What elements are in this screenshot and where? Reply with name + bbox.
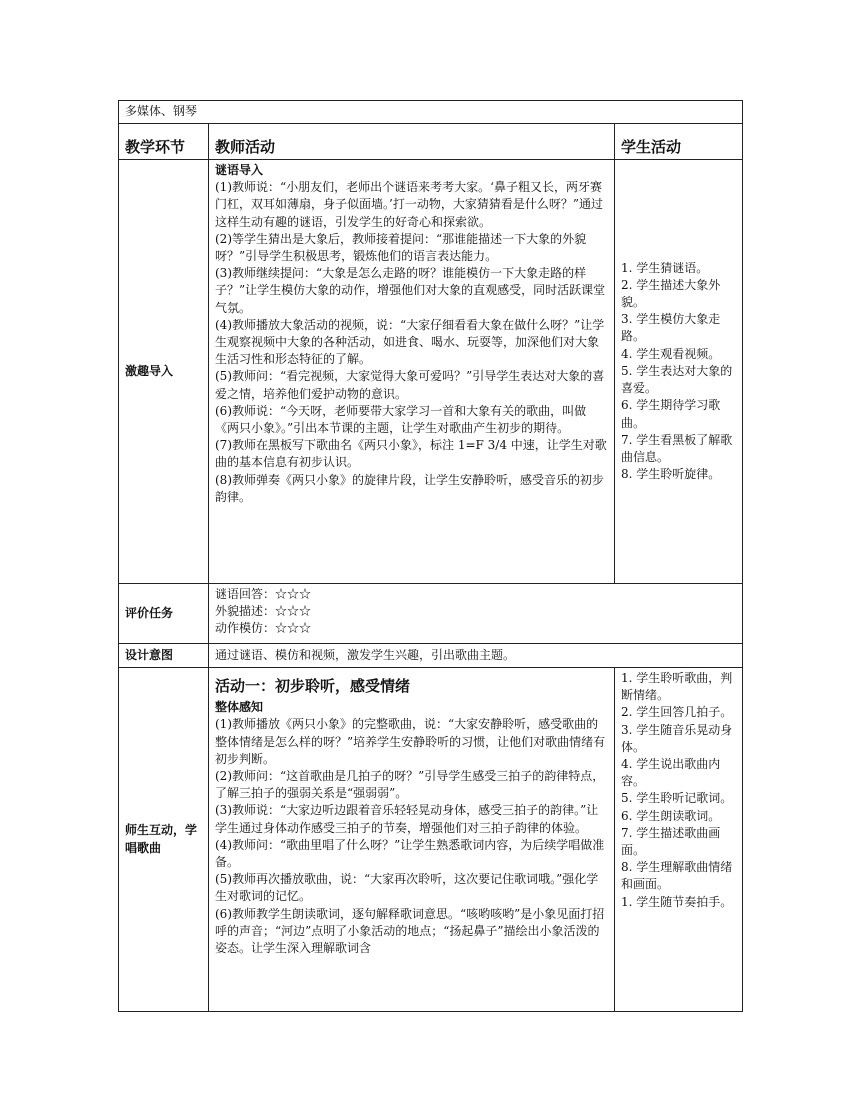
lesson-plan-page (118, 100, 742, 1012)
section2-subtitle: 整体感知 (215, 700, 264, 715)
section2-teacher-item: (6)教师教学生朗读歌词，逐句解释歌词意思。“咳哟咳哟”是小象见面打招呼的声音；“河边”点明了小象活动的地点；“扬起鼻子”描绘出小象活泼的姿态。让学生深入理解歌词含 (215, 906, 605, 956)
section2-student-item: 2. 学生回答几拍子。 (621, 705, 733, 720)
section1-student-item: 3. 学生模仿大象走路。 (621, 312, 721, 344)
header-student: 学生活动 (615, 124, 743, 160)
section1-student-cell (615, 160, 743, 584)
evaluation-row (119, 584, 743, 644)
section2-student-item: 1. 学生随节奏拍手。 (621, 894, 733, 909)
evaluation-line: 外貌描述：☆☆☆ (215, 604, 312, 619)
lesson-plan-table (118, 100, 743, 1012)
section2-student-item: 1. 学生聆听歌曲，判断情绪。 (621, 671, 733, 703)
section1-student-item: 8. 学生聆听旋律。 (621, 467, 721, 482)
section1-student-item: 5. 学生表达对大象的喜爱。 (621, 363, 733, 396)
section1-subtitle: 谜语导入 (215, 163, 264, 177)
section1-teacher-item: (3)教师继续提问：“大象是怎么走路的呀？谁能模仿一下大象走路的样子？”让学生模仿大象的动作，增强他们对大象的直观感受，同时活跃课堂气氛。 (215, 266, 606, 315)
section2-teacher-cell (209, 668, 615, 1012)
section2-teacher-item: (4)教师问：“歌曲里唱了什么呀？”让学生熟悉歌词内容，为后续学唱做准备。 (215, 837, 605, 870)
evaluation-cell (209, 584, 743, 644)
section1-row (119, 160, 743, 584)
section2-row (119, 668, 743, 1012)
section1-student-item: 4. 学生观看视频。 (621, 346, 721, 361)
evaluation-line: 谜语回答：☆☆☆ (215, 587, 312, 601)
section2-teacher-item: (3)教师说：“大家边听边跟着音乐轻轻晃动身体，感受三拍子的韵律。”让学生通过身体动作感受三拍子的节奏，增强他们对三拍子韵律的体验。 (215, 803, 599, 835)
section1-teacher-item: (8)教师弹奏《两只小象》的旋律片段，让学生安静聆听，感受音乐的初步韵律。 (215, 472, 605, 504)
section1-teacher-item: (4)教师播放大象活动的视频，说：“大家仔细看看大象在做什么呀？”让学生观察视频中大象的各种活动，如进食、喝水、玩耍等，加深他们对大象生活习性和形态特征的了解。 (215, 317, 605, 367)
resources-row (119, 101, 743, 124)
section2-student-item: 4. 学生说出歌曲内容。 (621, 757, 721, 789)
header-stage: 教学环节 (119, 124, 209, 160)
section1-teacher-item: (7)教师在黑板写下歌曲名《两只小象》，标注 1=F 3/4 中速，让学生对歌曲的基本信息有初步认识。 (215, 438, 607, 470)
section1-teacher-item: (6)教师说：“今天呀，老师要带大家学习一首和大象有关的歌曲，叫做《两只小象》。”引出本节课的主题，让学生对歌曲产生初步的期待。 (215, 403, 587, 436)
section1-teacher-item: (1)教师说：“小朋友们，老师出个谜语来考考大家。‘鼻子粗又长，两牙赛门杠，双耳如薄扇，身子似面墙。’打一动物，大家猜猜看是什么呀？”通过这样生动有趣的谜语，引发学生的好奇心和探索欲。 (215, 180, 603, 229)
design-row (119, 644, 743, 668)
section1-student-item: 7. 学生看黑板了解歌曲信息。 (621, 432, 733, 464)
section1-label: 激趣导入 (119, 160, 209, 584)
section2-student-item: 8. 学生理解歌曲情绪和画面。 (621, 860, 733, 892)
design-label: 设计意图 (119, 644, 209, 668)
section2-label: 师生互动，学唱歌曲 (119, 668, 209, 1012)
section2-teacher-item: (2)教师问：“这首歌曲是几拍子的呀？”引导学生感受三拍子的韵律特点，了解三拍子的强弱关系是“强弱弱”。 (215, 769, 605, 801)
section1-teacher-item: (2)等学生猜出是大象后，教师接着提问：“那谁能描述一下大象的外貌呀？”引导学生积极思考，锻炼他们的语言表达能力。 (215, 231, 587, 264)
section1-student-item: 6. 学生期待学习歌曲。 (621, 398, 721, 430)
section2-student-item: 3. 学生随音乐晃动身体。 (621, 722, 733, 754)
evaluation-label: 评价任务 (119, 584, 209, 644)
activity-title: 活动一：初步聆听，感受情绪 (215, 677, 411, 695)
section2-student-item: 5. 学生聆听记歌词。 (621, 791, 733, 806)
section2-teacher-item: (1)教师播放《两只小象》的完整歌曲，说：“大家安静聆听，感受歌曲的整体情绪是怎么样的呀？”培养学生安静聆听的习惯，让他们对歌曲情绪有初步判断。 (215, 717, 606, 766)
resources-cell: 多媒体、钢琴 (119, 101, 743, 124)
design-text: 通过谜语、模仿和视频，激发学生兴趣，引出歌曲主题。 (209, 644, 743, 668)
section2-student-item: 7. 学生描述歌曲画面。 (621, 825, 721, 858)
section1-teacher-item: (5)教师问：“看完视频，大家觉得大象可爱吗？”引导学生表达对大象的喜爱之情，培养他们爱护动物的意识。 (215, 369, 605, 401)
header-row (119, 124, 743, 160)
section1-student-item: 2. 学生描述大象外貌。 (621, 277, 721, 310)
section2-teacher-item: (5)教师再次播放歌曲，说：“大家再次聆听，这次要记住歌词哦。”强化学生对歌词的记忆。 (215, 872, 599, 904)
header-teacher: 教师活动 (209, 124, 615, 160)
evaluation-line: 动作模仿：☆☆☆ (215, 621, 312, 636)
section2-student-item: 6. 学生朗读歌词。 (621, 808, 721, 823)
section1-teacher-cell (209, 160, 615, 584)
section1-student-item: 1. 学生猜谜语。 (621, 260, 709, 275)
section2-student-cell (615, 668, 743, 1012)
